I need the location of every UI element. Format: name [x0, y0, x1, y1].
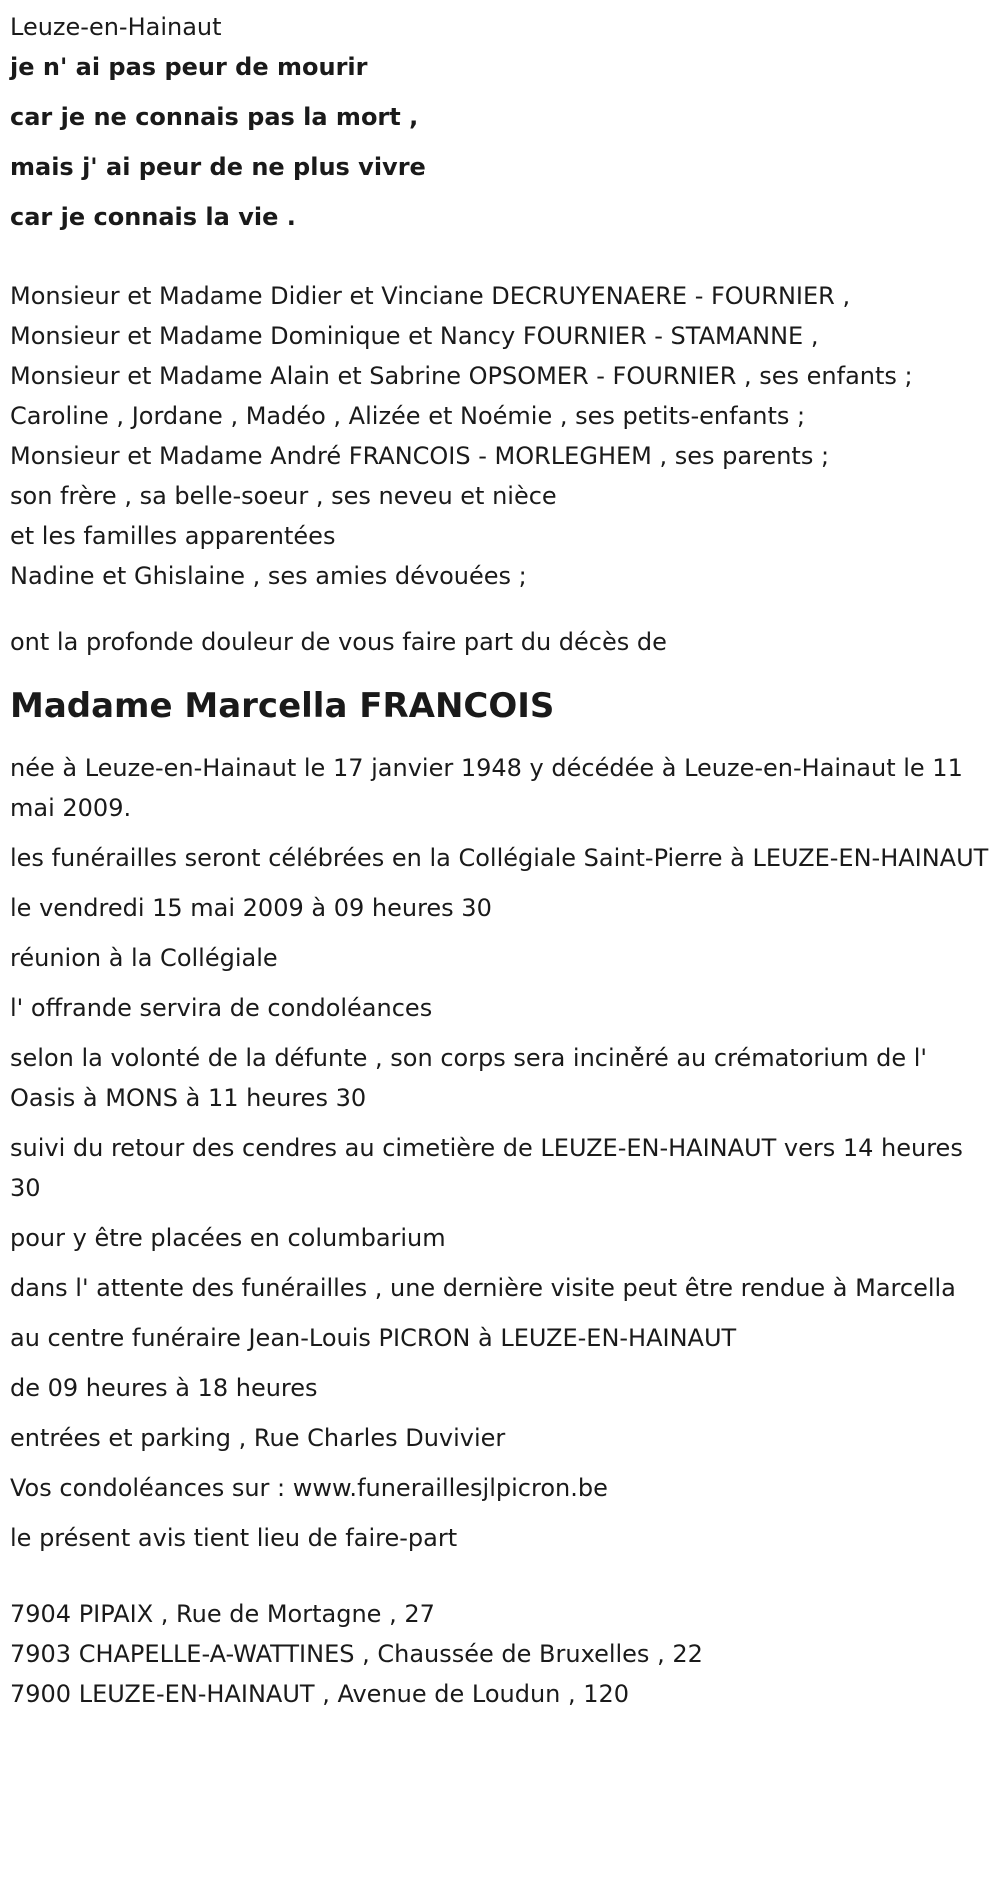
city-heading: Leuze-en-Hainaut [10, 13, 222, 41]
family-line: Nadine et Ghislaine , ses amies dévouées ; [10, 562, 527, 590]
poem-line: je n' ai pas peur de mourir [10, 53, 368, 81]
spacer [10, 242, 990, 276]
family-line: Monsieur et Madame André FRANCOIS - MORLEGHEM , ses parents ; [10, 442, 830, 470]
detail-line: l' offrande servira de condoléances [10, 994, 433, 1022]
poem-line: car je connais la vie . [10, 203, 296, 231]
detail-line: le vendredi 15 mai 2009 à 09 heures 30 [10, 894, 492, 922]
detail-line: au centre funéraire Jean-Louis PICRON à LEUZE-EN-HAINAUT [10, 1324, 737, 1352]
address-line: 7904 PIPAIX , Rue de Mortagne , 27 [10, 1600, 435, 1628]
family-line: et les familles apparentées [10, 522, 336, 550]
family-line: Monsieur et Madame Alain et Sabrine OPSOMER - FOURNIER , ses enfants ; [10, 362, 913, 390]
family-list [10, 276, 990, 596]
detail-line: pour y être placées en columbarium [10, 1224, 446, 1252]
spacer [10, 1568, 990, 1594]
detail-line: le présent avis tient lieu de faire-part [10, 1524, 458, 1552]
funeral-details [10, 748, 990, 1558]
address-line: 7900 LEUZE-EN-HAINAUT , Avenue de Loudun , 120 [10, 1680, 630, 1708]
deceased-name: Madame Marcella FRANCOIS [10, 686, 555, 726]
detail-line: née à Leuze-en-Hainaut le 17 janvier 1948 y décédée à Leuze-en-Hainaut le 11 mai 2009. [10, 754, 963, 822]
family-line: Monsieur et Madame Dominique et Nancy FOURNIER - STAMANNE , [10, 322, 819, 350]
address-list [10, 1594, 990, 1714]
poem-line: mais j' ai peur de ne plus vivre [10, 153, 426, 181]
family-line: Monsieur et Madame Didier et Vinciane DECRUYENAERE - FOURNIER , [10, 282, 851, 310]
poem-line: car je ne connais pas la mort , [10, 103, 419, 131]
detail-line: Vos condoléances sur : www.funeraillesjlpicron.be [10, 1474, 608, 1502]
detail-line: les funérailles seront célébrées en la Collégiale Saint-Pierre à LEUZE-EN-HAINAUT [10, 844, 989, 872]
detail-line: selon la volonté de la défunte , son corps sera inciné̀ré au crématorium de l' Oasis à MONS à 11 heures 30 [10, 1044, 928, 1112]
address-line: 7903 CHAPELLE-A-WATTINES , Chaussée de Bruxelles , 22 [10, 1640, 703, 1668]
detail-line: suivi du retour des cendres au cimetière de LEUZE-EN-HAINAUT vers 14 heures 30 [10, 1134, 963, 1202]
detail-line: dans l' attente des funérailles , une dernière visite peut être rendue à Marcella [10, 1274, 956, 1302]
detail-line: entrées et parking , Rue Charles Duvivier [10, 1424, 506, 1452]
poem [10, 42, 990, 242]
detail-line: réunion à la Collégiale [10, 944, 278, 972]
family-line: Caroline , Jordane , Madéo , Alizée et Noémie , ses petits-enfants ; [10, 402, 806, 430]
announcement-text: ont la profonde douleur de vous faire part du décès de [10, 628, 667, 656]
family-line: son frère , sa belle-soeur , ses neveu et nièce [10, 482, 557, 510]
spacer [10, 596, 990, 622]
detail-line: de 09 heures à 18 heures [10, 1374, 318, 1402]
